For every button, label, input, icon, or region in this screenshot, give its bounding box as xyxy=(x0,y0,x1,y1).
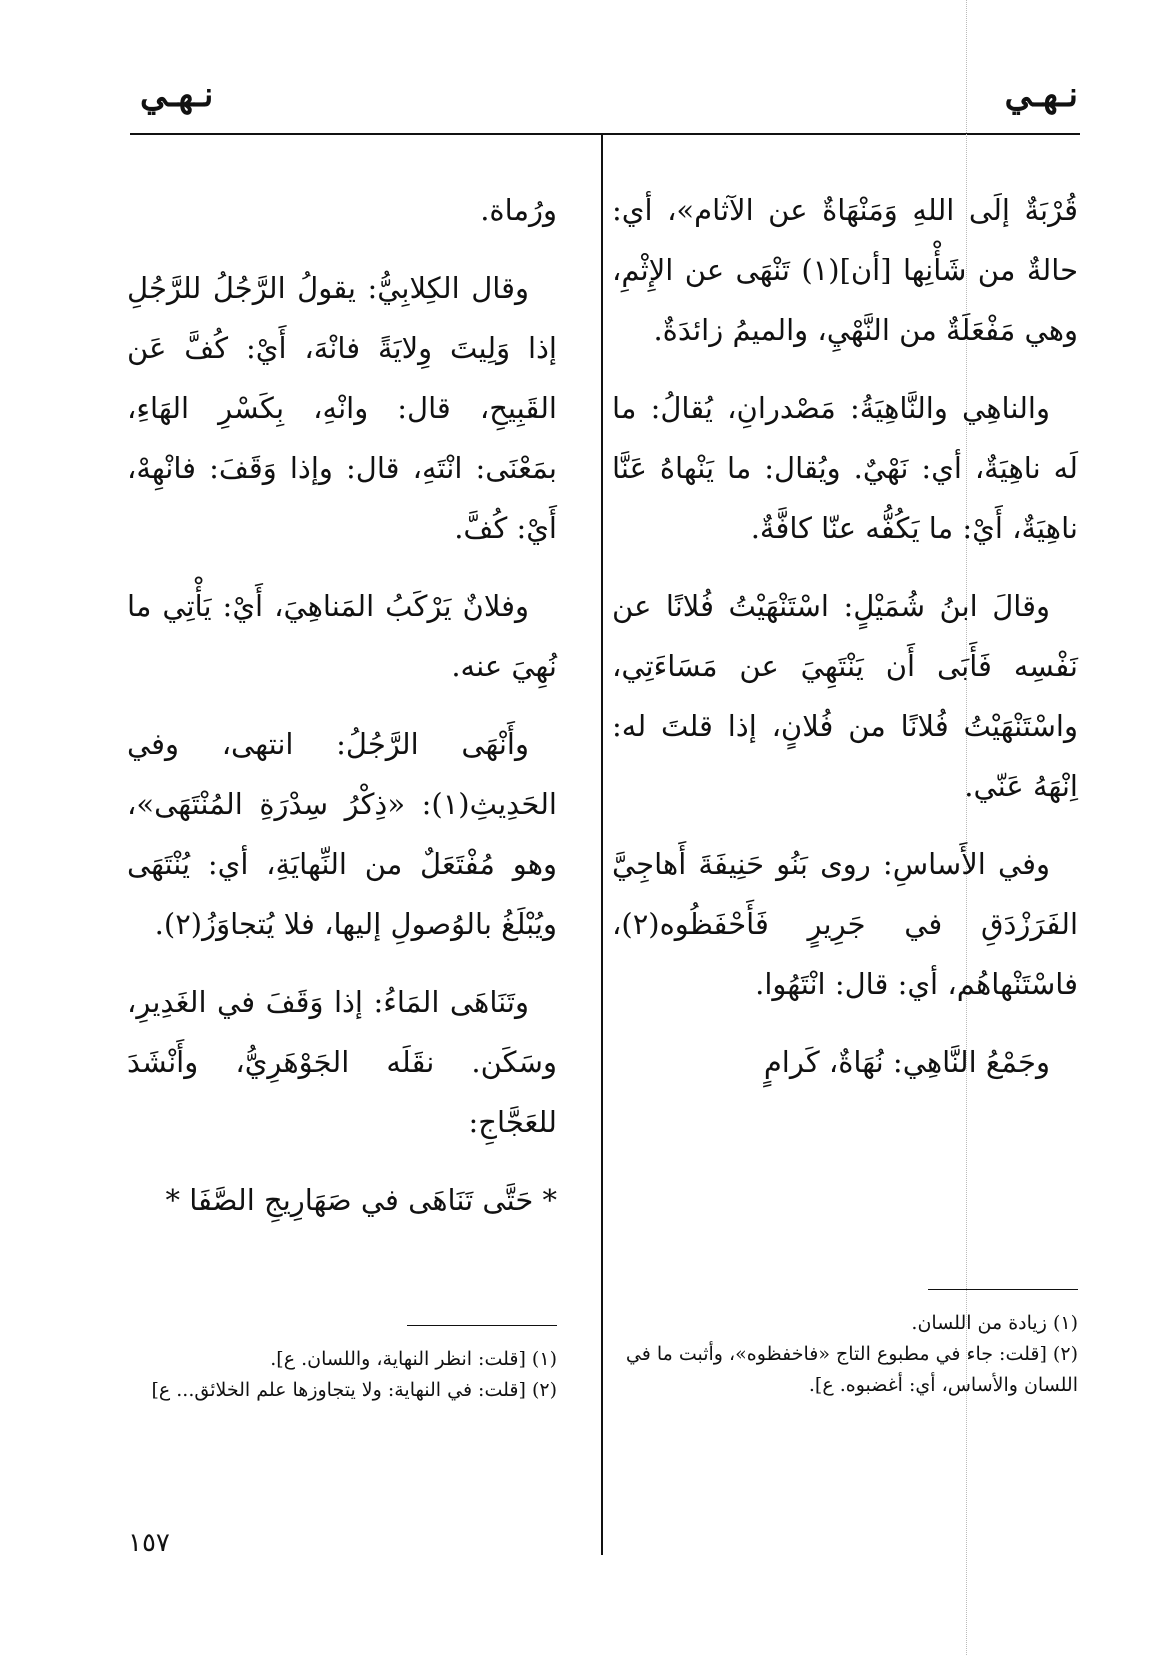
page-number: ١٥٧ xyxy=(128,1528,170,1558)
entry-paragraph: وقالَ ابنُ شُمَيْلٍ: اسْتَنْهَيْتُ فُلانًا عن نَفْسِه فَأَبَى أَن يَنْتَهِيَ عن مَسَاءَتِي، واسْتَنْهَيْتُ فُلانًا من فُلانٍ، إذا قلتَ له: اِنْهَهُ عَنّي. xyxy=(612,589,1078,803)
right-column xyxy=(612,180,1078,1110)
left-column xyxy=(127,180,557,1248)
running-header-left: نـهـي xyxy=(140,75,214,115)
footnotes-left xyxy=(117,1344,557,1406)
footnote: (٢) [قلت: في النهاية: ولا يتجاوزها علم الخلائق... ع] xyxy=(151,1379,557,1401)
entry-paragraph: وتَنَاهَى المَاءُ: إذا وَقَفَ في الغَدِيرِ، وسَكَن. نقَلَه الجَوْهَرِيُّ، وأَنْشَدَ للعَجَّاجِ: xyxy=(127,985,557,1139)
entry-paragraph: وأَنْهَى الرَّجُلُ: انتهى، وفي الحَدِيثِ(١): «ذِكْرُ سِدْرَةِ المُنْتَهَى»، وهو مُفْتَعَلٌ من النِّهايَةِ، أي: يُنْتَهَى ويُبْلَغُ بالوُصولِ إليها، فلا يُتجاوَزُ(٢). xyxy=(127,727,557,941)
entry-paragraph: قُرْبَةٌ إلَى اللهِ وَمَنْهَاةٌ عن الآثام»، أي: حالةٌ من شَأْنِها [أن](١) تَنْهَى عن الإِثْمِ، وهي مَفْعَلَةٌ من النَّهْيِ، والميمُ زائدَةٌ. xyxy=(612,193,1078,347)
footnote-rule-left xyxy=(407,1325,557,1326)
entry-paragraph: والناهِي والنَّاهِيَةُ: مَصْدرانِ، يُقالُ: ما لَه ناهِيَةٌ، أي: نَهْيٌ. ويُقال: ما يَنْهاهُ عَنَّا ناهِيَةٌ، أَيْ: ما يَكُفُّه عنّا كافَّةٌ. xyxy=(612,391,1078,545)
entry-paragraph: وجَمْعُ النَّاهِي: نُهَاةٌ، كَرامٍ xyxy=(763,1045,1050,1079)
entry-paragraph: وقال الكِلابِيُّ: يقولُ الرَّجُلُ للرَّجُلِ إذا وَلِيتَ وِلايَةً فانْهَ، أَيْ: كُفَّ عَن القَبِيحِ، قال: وانْهِ، بِكَسْرِ الهَاءِ، بمَعْنَى: انْتَهِ، قال: وإذا وَقَفَ: فانْهِهْ، أَيْ: كُفَّ. xyxy=(127,271,557,545)
footnote: (٢) [قلت: جاء في مطبوع التاج «فاخفظوه»، وأثبت ما في اللسان والأساس، أي: أغضبوه. ع]. xyxy=(625,1343,1078,1396)
column-divider xyxy=(601,135,603,1555)
entry-paragraph: ورُماة. xyxy=(480,193,557,227)
footnote: (١) [قلت: انظر النهاية، واللسان. ع]. xyxy=(270,1348,557,1370)
header-rule xyxy=(130,133,1080,135)
footnotes-right xyxy=(608,1308,1078,1401)
running-header-right: نـهـي xyxy=(1004,75,1078,115)
entry-paragraph: وفي الأَساسِ: روى بَنُو حَنِيفَةَ أَهاجِيَّ الفَرَزْدَقِ في جَرِيرٍ فَأَحْفَظُوه(٢)، فاسْتَنْهاهُم، أي: قال: انْتَهُوا. xyxy=(612,847,1078,1001)
verse-line: * حَتَّى تَنَاهَى في صَهَارِيجِ الصَّفَا * xyxy=(165,1183,557,1217)
footnote-rule-right xyxy=(928,1289,1078,1290)
entry-paragraph: وفلانٌ يَرْكَبُ المَناهِيَ، أَيْ: يَأْتِي ما نُهِيَ عنه. xyxy=(127,589,557,683)
footnote: (١) زيادة من اللسان. xyxy=(911,1312,1078,1334)
